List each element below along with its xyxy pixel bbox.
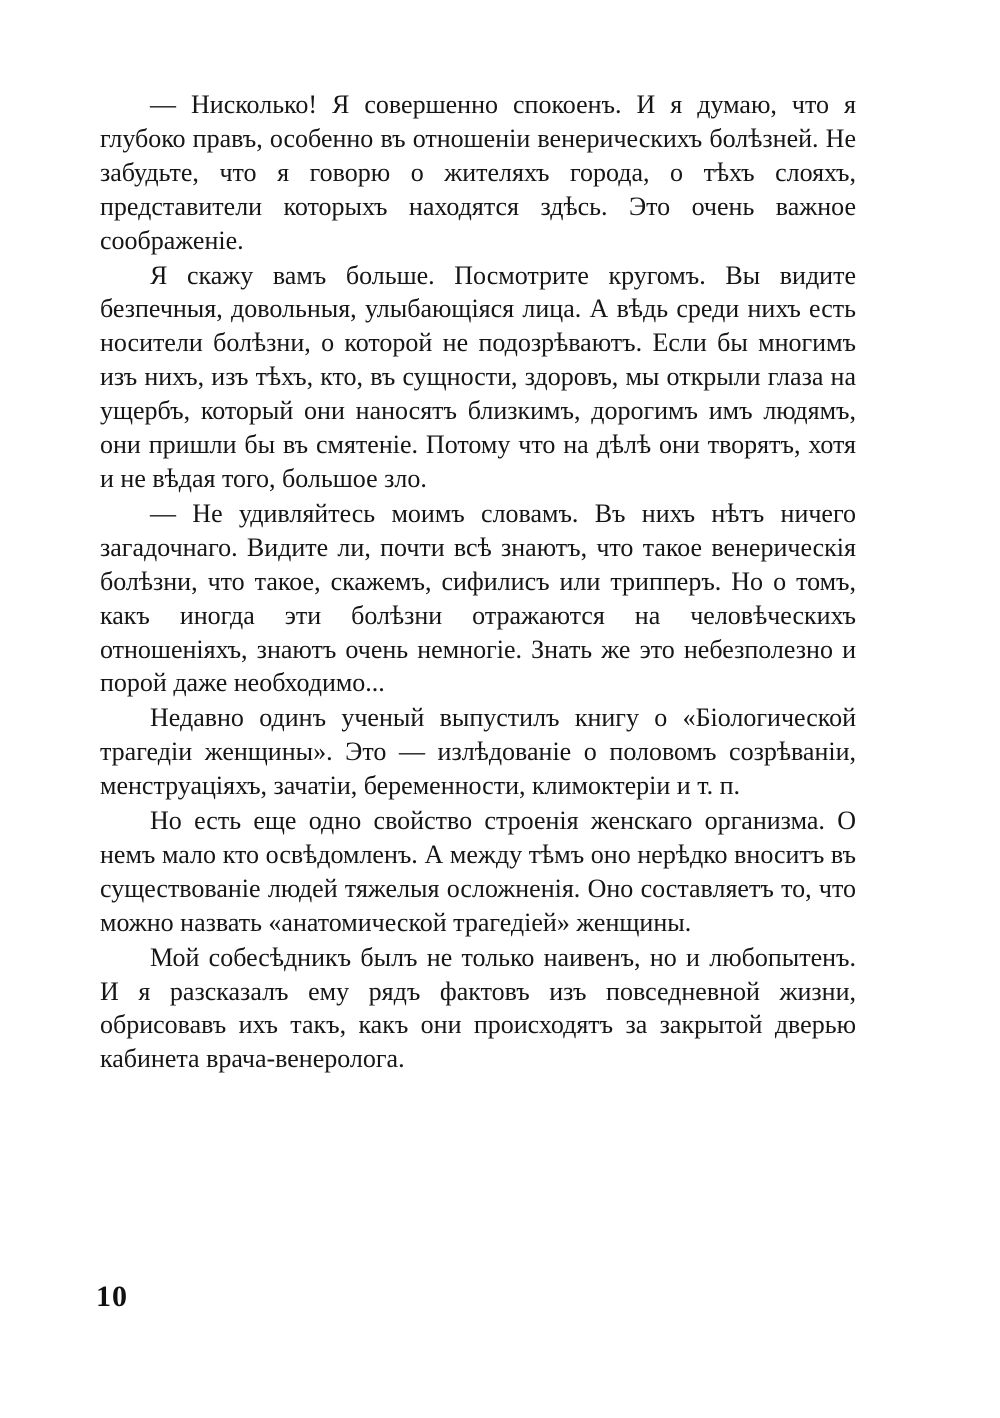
paragraph-1 — [100, 88, 856, 258]
page-number: 10 — [96, 1280, 128, 1313]
paragraph-6 — [100, 941, 856, 1077]
paragraph-text: Но есть еще одно свойство строенiя женскаго организма. О немъ мало кто освѣдомленъ. А между тѣмъ оно нерѣдко вноситъ въ существованiе людей тяжелыя осложненiя. Оно составляетъ то, что можно назвать «анатомической трагедiей» женщины. — [100, 806, 856, 937]
body-text — [100, 88, 856, 1076]
paragraph-text: Мой собесѣдникъ былъ не только наивенъ, но и любопытенъ. И я разсказалъ ему рядъ фактовъ изъ повседневной жизни, обрисовавъ ихъ такъ, какъ они происходятъ за закрытой дверью кабинета врача-венеролога. — [100, 942, 856, 1074]
paragraph-text: — Не удивляйтесь моимъ словамъ. Въ нихъ нѣтъ ничего загадочнаго. Видите ли, почти всѣ знаютъ, что такое венерическiя болѣзни, что такое, скажемъ, сифилисъ или трипперъ. Но о томъ, какъ иногда эти болѣзни отражаются на человѣческихъ отношенiяхъ, знаютъ очень немногiе. Знать же это небезполезно и порой даже необходимо... — [100, 498, 856, 698]
paragraph-5 — [100, 804, 856, 940]
paragraph-text: Я скажу вамъ больше. Посмотрите кругомъ. Вы видите безпечныя, довольныя, улыбающiяся лица. А вѣдь среди нихъ есть носители болѣзни, о которой не подозрѣваютъ. Если бы многимъ изъ нихъ, изъ тѣхъ, кто, въ сущности, здоровъ, мы открыли глаза на ущербъ, который они наносятъ близкимъ, дорогимъ имъ людямъ, они пришли бы въ смятенiе. Потому что на дѣлѣ они творятъ, хотя и не вѣдая того, большое зло. — [100, 260, 856, 493]
paragraph-3 — [100, 497, 856, 700]
paragraph-4 — [100, 701, 856, 803]
paragraph-text: Недавно одинъ ученый выпустилъ книгу о «Бiологической трагедiи женщины». Это — излѣдованiе о половомъ созрѣванiи, менструацiяхъ, зачатiи, беременности, климоктерiи и т. п. — [100, 703, 856, 801]
paragraph-2 — [100, 259, 856, 496]
paragraph-text: — Нисколько! Я совершенно спокоенъ. И я думаю, что я глубоко правъ, особенно въ отношенiи венерическихъ болѣзней. Не забудьте, что я говорю о жителяхъ города, о тѣхъ слояхъ, представители которыхъ находятся здѣсь. Это очень важное соображенiе. — [100, 90, 856, 255]
